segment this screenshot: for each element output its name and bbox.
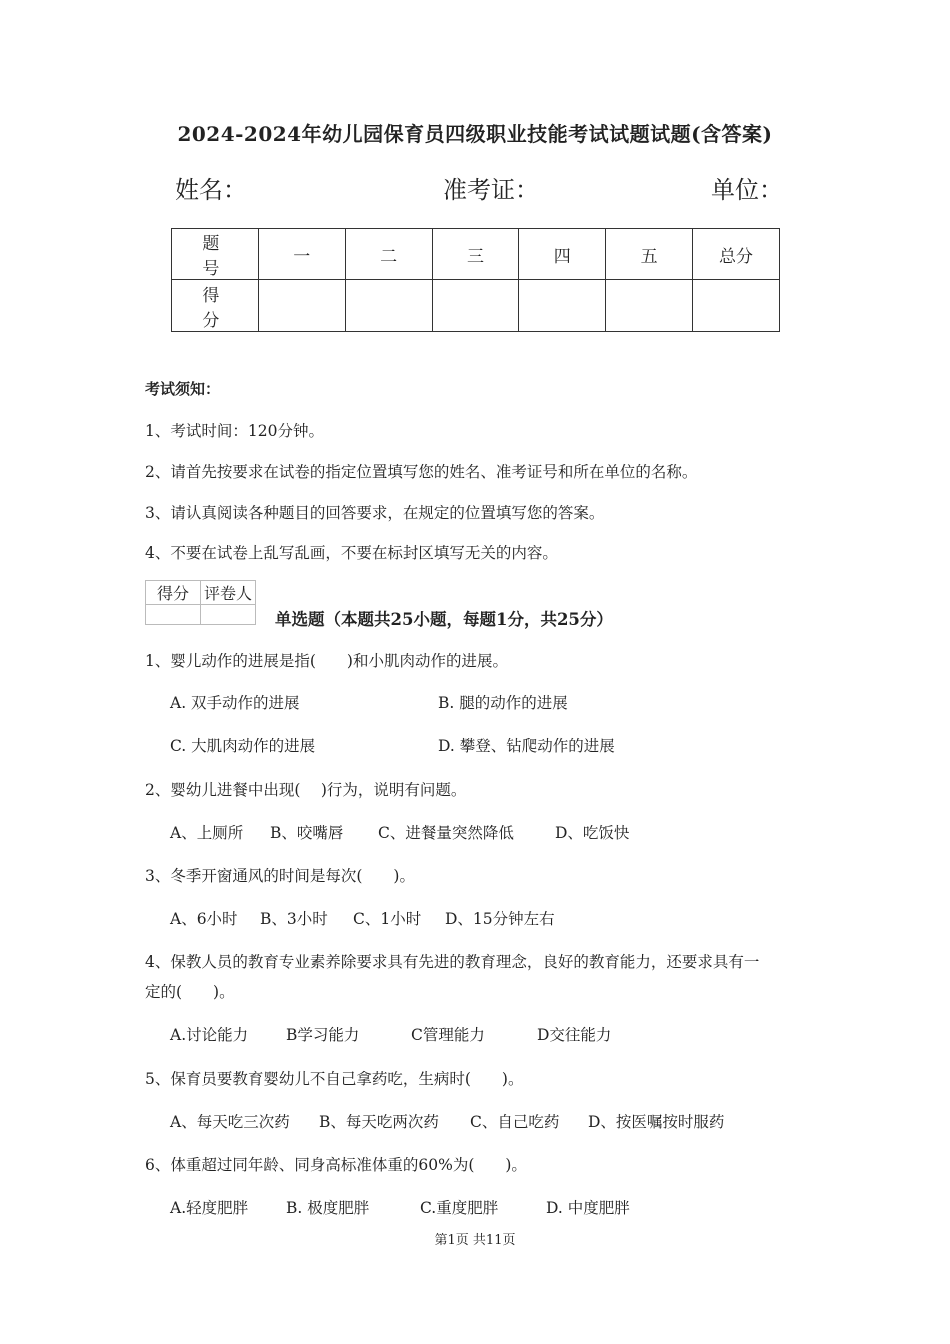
question-option: A、6小时 — [170, 910, 238, 928]
question-option: D. 攀登、钻爬动作的进展 — [438, 737, 615, 755]
score-cell — [606, 280, 693, 332]
question-option: D、按医嘱按时服药 — [588, 1113, 725, 1131]
question-option: D、吃饭快 — [555, 824, 630, 842]
question-option: D. 中度肥胖 — [546, 1199, 630, 1217]
exam-id-field-label: 准考证： — [443, 176, 539, 204]
notice-item: 3、请认真阅读各种题目的回答要求，在规定的位置填写您的答案。 — [145, 504, 605, 522]
score-table — [171, 228, 780, 332]
score-table-header-row — [172, 229, 780, 280]
column-header: 四 — [519, 229, 606, 280]
question-option: A、每天吃三次药 — [170, 1113, 290, 1131]
section-title: 单选题（本题共25小题，每题1分，共25分） — [275, 610, 613, 629]
question-stem: 1、婴儿动作的进展是指( )和小肌肉动作的进展。 — [145, 652, 508, 670]
score-cell — [693, 280, 780, 332]
question-stem: 4、保教人员的教育专业素养除要求具有先进的教育理念，良好的教育能力，还要求具有一 — [145, 953, 760, 971]
notice-item: 1、考试时间：120分钟。 — [145, 422, 324, 440]
question-option: D交往能力 — [537, 1026, 612, 1044]
question-option: C、自己吃药 — [470, 1113, 560, 1131]
question-stem-continued: 定的( )。 — [145, 983, 235, 1001]
score-cell — [432, 280, 519, 332]
grader-score-cell — [146, 605, 201, 625]
question-option: B学习能力 — [286, 1026, 360, 1044]
question-option: B、3小时 — [260, 910, 328, 928]
question-stem: 3、冬季开窗通风的时间是每次( )。 — [145, 867, 415, 885]
question-option: B、咬嘴唇 — [270, 824, 344, 842]
question-option: B. 腿的动作的进展 — [438, 694, 568, 712]
score-cell — [258, 280, 345, 332]
question-number-label: 题 号 — [172, 229, 259, 280]
question-option: C、进餐量突然降低 — [378, 824, 514, 842]
score-label: 得 分 — [172, 280, 259, 332]
question-stem: 2、婴幼儿进餐中出现( )行为，说明有问题。 — [145, 781, 467, 799]
question-stem: 5、保育员要教育婴幼儿不自己拿药吃，生病时( )。 — [145, 1070, 524, 1088]
document-title: 2024-2024年幼儿园保育员四级职业技能考试试题试题(含答案) — [177, 122, 773, 146]
question-option: A. 双手动作的进展 — [170, 694, 300, 712]
column-header: 一 — [258, 229, 345, 280]
column-header: 五 — [606, 229, 693, 280]
grader-name-cell — [201, 605, 256, 625]
question-option: D、15分钟左右 — [445, 910, 555, 928]
score-cell — [345, 280, 432, 332]
notice-heading: 考试须知： — [145, 380, 221, 398]
unit-field-label: 单位： — [711, 176, 783, 204]
grader-box — [145, 580, 256, 625]
name-field-label: 姓名： — [175, 176, 247, 204]
grader-name-label: 评卷人 — [201, 581, 256, 605]
question-option: A、上厕所 — [170, 824, 244, 842]
question-option: C、1小时 — [353, 910, 422, 928]
question-option: C.重度肥胖 — [420, 1199, 499, 1217]
column-header: 三 — [432, 229, 519, 280]
notice-item: 2、请首先按要求在试卷的指定位置填写您的姓名、准考证号和所在单位的名称。 — [145, 463, 698, 481]
score-table-score-row — [172, 280, 780, 332]
question-stem: 6、体重超过同年龄、同身高标准体重的60%为( )。 — [145, 1156, 527, 1174]
question-option: C管理能力 — [411, 1026, 485, 1044]
question-option: A.轻度肥胖 — [170, 1199, 249, 1217]
score-cell — [519, 280, 606, 332]
question-option: C. 大肌肉动作的进展 — [170, 737, 316, 755]
question-option: B、每天吃两次药 — [319, 1113, 439, 1131]
column-header: 总分 — [693, 229, 780, 280]
column-header: 二 — [345, 229, 432, 280]
question-option: A.讨论能力 — [170, 1026, 249, 1044]
page-footer: 第1页 共11页 — [434, 1233, 516, 1248]
notice-item: 4、不要在试卷上乱写乱画，不要在标封区填写无关的内容。 — [145, 544, 558, 562]
question-option: B. 极度肥胖 — [286, 1199, 370, 1217]
grader-score-label: 得分 — [146, 581, 201, 605]
